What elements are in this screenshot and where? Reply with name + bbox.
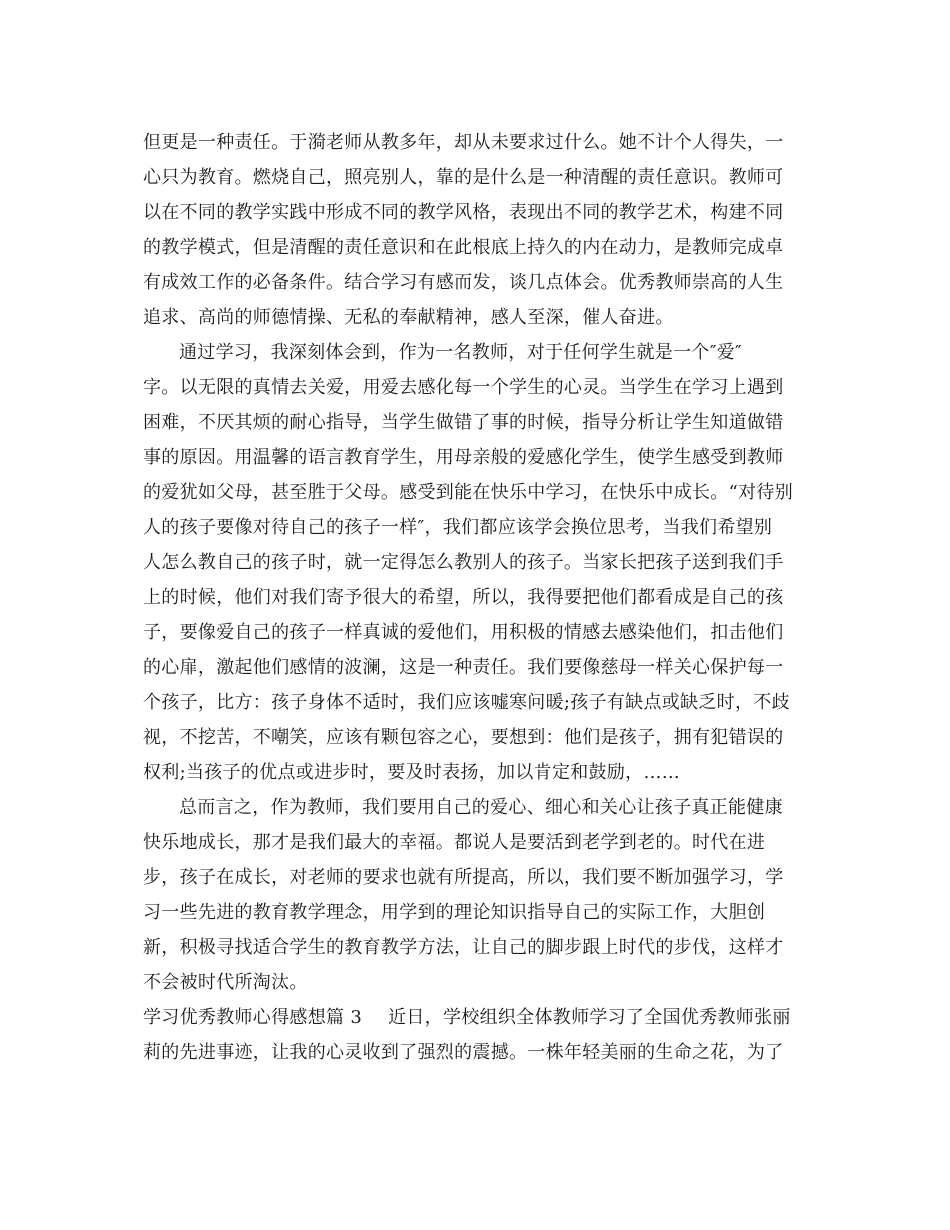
paragraph-1-line-3: 以在不同的教学实践中形成不同的教学风格，表现出不同的教学艺术，构建不同	[143, 202, 784, 223]
paragraph-1-line-2: 心只为教育。燃烧自己，照亮别人，靠的是什么是一种清醒的责任意识。教师可	[143, 167, 784, 188]
paragraph-2-line-12: 视，不挖苦，不嘲笑，应该有颗包容之心，要想到：他们是孩子，拥有犯错误的	[143, 727, 784, 748]
section-3-first-line	[143, 1006, 791, 1030]
paragraph-1-line-1: 但更是一种责任。于漪老师从教多年，却从未要求过什么。她不计个人得失，一	[143, 132, 784, 153]
paragraph-2-line-6: 人的孩子要像对待自己的孩子一样″，我们都应该学会换位思考，当我们希望别	[143, 517, 773, 538]
paragraph-1-line-6: 追求、高尚的师德情操、无私的奉献精神，感人至深，催人奋进。	[143, 307, 674, 328]
paragraph-3-line-6: 不会被时代所淘汰。	[143, 972, 308, 993]
paragraph-3-line-2: 快乐地成长，那才是我们最大的幸福。都说人是要活到老学到老的。时代在进	[143, 832, 766, 853]
section-3-text-start: 近日，学校组织全体教师学习了全国优秀教师张丽	[388, 1007, 791, 1028]
paragraph-3-line-3: 步，孩子在成长，对老师的要求也就有所提高，所以，我们要不断加强学习，学	[143, 867, 784, 888]
paragraph-2-line-4: 事的原因。用温馨的语言教育学生，用母亲般的爱感化学生，使学生感受到教师	[143, 447, 784, 468]
paragraph-2-line-9: 子，要像爱自己的孩子一样真诚的爱他们，用积极的情感去感染他们，扣击他们	[143, 622, 784, 643]
paragraph-2-line-7: 人怎么教自己的孩子时，就一定得怎么教别人的孩子。当家长把孩子送到我们手	[143, 552, 784, 573]
paragraph-2-line-1: 通过学习，我深刻体会到，作为一名教师，对于任何学生就是一个″爱″	[179, 342, 743, 363]
section-3-second-line: 莉的先进事迹，让我的心灵收到了强烈的震撼。一株年轻美丽的生命之花，为了	[143, 1042, 784, 1063]
paragraph-2-line-10: 的心扉，激起他们感情的波澜，这是一种责任。我们要像慈母一样关心保护每一	[143, 657, 784, 678]
paragraph-2-line-5: 的爱犹如父母，甚至胜于父母。感受到能在快乐中学习，在快乐中成长。“对待别	[143, 482, 793, 503]
paragraph-2-line-11: 个孩子，比方：孩子身体不适时，我们应该嘘寒问暖;孩子有缺点或缺乏时，不歧	[143, 692, 790, 713]
paragraph-3-line-4: 习一些先进的教育教学理念，用学到的理论知识指导自己的实际工作，大胆创	[143, 902, 766, 923]
paragraph-2-line-3: 困难，不厌其烦的耐心指导，当学生做错了事的时候，指导分析让学生知道做错	[143, 412, 784, 433]
paragraph-2-line-13: 权利;当孩子的优点或进步时，要及时表扬，加以肯定和鼓励，……	[143, 762, 681, 783]
section-3-heading: 学习优秀教师心得感想篇 3	[143, 1007, 363, 1028]
paragraph-2-line-2: 字。以无限的真情去关爱，用爱去感化每一个学生的心灵。当学生在学习上遇到	[143, 377, 784, 398]
paragraph-2-line-8: 上的时候，他们对我们寄予很大的希望，所以，我得要把他们都看成是自己的孩	[143, 587, 784, 608]
paragraph-3-line-1: 总而言之，作为教师，我们要用自己的爱心、细心和关心让孩子真正能健康	[179, 797, 783, 818]
paragraph-1-line-4: 的教学模式，但是清醒的责任意识和在此根底上持久的内在动力，是教师完成卓	[143, 237, 784, 258]
paragraph-1-line-5: 有成效工作的必备条件。结合学习有感而发，谈几点体会。优秀教师崇高的人生	[143, 272, 784, 293]
paragraph-3-line-5: 新，积极寻找适合学生的教育教学方法，让自己的脚步跟上时代的步伐，这样才	[143, 937, 784, 958]
